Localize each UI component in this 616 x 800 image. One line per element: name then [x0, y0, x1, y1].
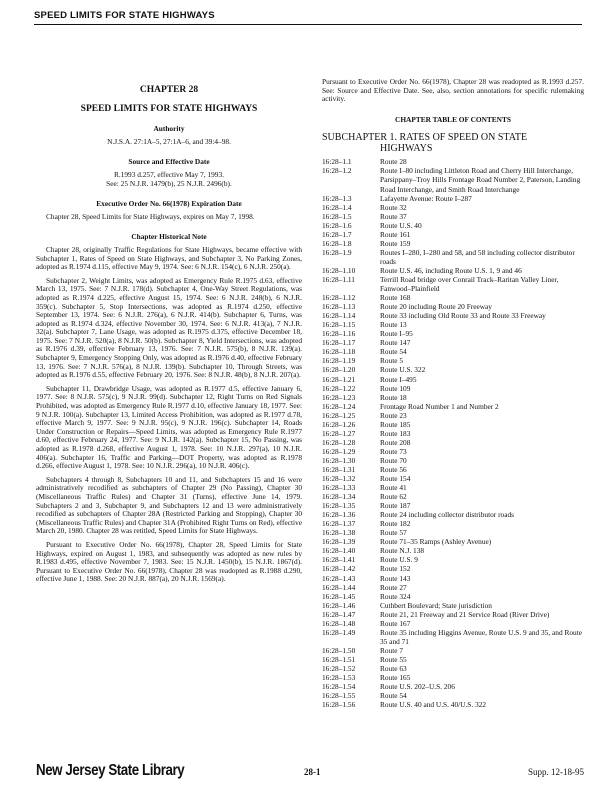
toc-section-title: Route U.S. 9 [380, 555, 418, 565]
authority-text: N.J.S.A. 27:1A–5, 27:1A–6, and 39:4–98. [107, 136, 231, 146]
toc-section-title: Route 161 [380, 229, 411, 239]
expiration-text: Chapter 28, Speed Limits for State Highways, expires on May 7, 1998. [46, 211, 255, 221]
toc-section-number: 16:28–1.22 [322, 383, 356, 393]
toc-row [322, 221, 584, 230]
toc-section-number: 16:28–1.52 [322, 664, 356, 673]
toc-section-title: Route 71–35 Ramps (Ashley Avenue) [380, 537, 492, 547]
page-footer [36, 762, 584, 786]
toc-section-number: 16:28–1.33 [322, 483, 356, 493]
library-logo: New Jersey State Library [36, 762, 185, 779]
toc-section-number: 16:28–1.45 [322, 591, 356, 601]
toc-section-number: 16:28–1.5 [322, 211, 352, 221]
toc-section-title: Route 13 [380, 320, 407, 330]
toc-section-title: Route N.J. 138 [380, 546, 425, 556]
source-heading: Source and Effective Date [128, 157, 210, 167]
toc-section-title: Route 33 including Old Route 33 and Route 33 Freeway [380, 311, 546, 321]
toc-section-title: Route 5 [380, 356, 404, 366]
toc-section-title: Lafayette Avenue: Route I–287 [380, 193, 472, 203]
toc-section-number: 16:28–1.10 [322, 265, 356, 275]
toc-section-title: Route 32 [380, 202, 407, 212]
toc-row [322, 655, 584, 664]
toc-row [322, 266, 584, 275]
toc-row [322, 194, 584, 203]
toc-row [322, 375, 584, 384]
toc-section-number: 16:28–1.18 [322, 347, 356, 357]
source-line-1: R.1993 d.257, effective May 7, 1993. [113, 169, 224, 179]
toc-section-number: 16:28–1.46 [322, 600, 356, 610]
toc-row [322, 356, 584, 365]
toc-row [322, 402, 584, 411]
toc-row [322, 212, 584, 221]
toc-row [322, 619, 584, 628]
toc-section-number: 16:28–1.32 [322, 474, 356, 484]
toc-section-number: 16:28–1.50 [322, 645, 356, 655]
right-column [322, 78, 584, 709]
history-paragraph-1: Chapter 28, originally Traffic Regulations for State Highways, became effective with Subchapter 1, Rates of Speed on State Highways, and Subchapter 3, No Parking Zones, adopted as R.1974 d.115, effective May 9, 1974. See: 6 N.J.R. 154(c), 6 N.J.R. 250(a). [36, 244, 302, 272]
toc-section-number: 16:28–1.31 [322, 464, 356, 474]
toc-section-title: Route 185 [380, 419, 411, 429]
toc-row [322, 510, 584, 519]
toc-section-number: 16:28–1.4 [322, 202, 352, 212]
toc-row [322, 166, 584, 193]
toc-section-number: 16:28–1.3 [322, 193, 352, 203]
toc-section-number: 16:28–1.24 [322, 401, 356, 411]
toc-section-title: Route 24 including collector distributor roads [380, 510, 514, 520]
toc-row [322, 492, 584, 501]
toc-section-title: Route 23 [380, 410, 407, 420]
toc-row [322, 456, 584, 465]
toc-section-title: Route 183 [380, 428, 411, 438]
toc-section-title: Route U.S. 40 [380, 220, 422, 230]
left-column [36, 86, 302, 589]
toc-section-title: Route 152 [380, 564, 411, 574]
toc-section-number: 16:28–1.36 [322, 510, 356, 520]
toc-section-title: Route 73 [380, 446, 407, 456]
toc-section-title: Route 62 [380, 492, 407, 502]
chapter-title: SPEED LIMITS FOR STATE HIGHWAYS [80, 103, 258, 114]
toc-row [322, 338, 584, 347]
continued-paragraph: Pursuant to Executive Order No. 66(1978), Chapter 28 was readopted as R.1993 d.257. See: Source and Effective Date. See, also, section annotations for specific rulemaking activity. [322, 77, 584, 104]
toc-section-title: Route 28 [380, 157, 407, 167]
toc-section-number: 16:28–1.25 [322, 410, 356, 420]
toc-row [322, 691, 584, 700]
toc-row [322, 429, 584, 438]
toc-section-title: Route 182 [380, 519, 411, 529]
toc-row [322, 347, 584, 356]
toc-row [322, 628, 584, 646]
toc-section-title: Route U.S. 40 and U.S. 40/U.S. 322 [380, 700, 487, 710]
toc-row [322, 574, 584, 583]
toc-section-title: Terrill Road bridge over Conrail Track–Raritan Valley Liner, Fanwood–Plainfield [380, 274, 559, 294]
toc-section-number: 16:28–1.44 [322, 582, 356, 592]
toc-row [322, 700, 584, 709]
toc-section-title: Route 54 [380, 691, 407, 701]
toc-section-title: Route 41 [380, 483, 407, 493]
toc-row [322, 275, 584, 293]
source-line-2: See: 25 N.J.R. 1479(b), 25 N.J.R. 2496(b). [106, 178, 232, 188]
toc-section-title: Route 167 [380, 618, 411, 628]
toc-section-title: Route 37 [380, 211, 407, 221]
chapter-number: CHAPTER 28 [139, 85, 199, 95]
toc-section-number: 16:28–1.43 [322, 573, 356, 583]
toc-section-title: Route I–495 [380, 374, 417, 384]
toc-section-number: 16:28–1.23 [322, 392, 356, 402]
toc-row [322, 474, 584, 483]
history-heading: Chapter Historical Note [131, 232, 207, 242]
toc-section-title: Route 55 [380, 654, 407, 664]
toc-section-title: Route 56 [380, 464, 407, 474]
toc-row [322, 248, 584, 266]
toc-section-title: Route 18 [380, 392, 407, 402]
toc-row [322, 537, 584, 546]
toc-section-number: 16:28–1.6 [322, 220, 352, 230]
toc-row [322, 203, 584, 212]
toc-section-title: Route U.S. 46, including Route U.S. 1, 9 and 46 [380, 265, 522, 275]
toc-section-number: 16:28–1.34 [322, 492, 356, 502]
toc-section-number: 16:28–1.39 [322, 537, 356, 547]
toc-section-number: 16:28–1.15 [322, 320, 356, 330]
toc-section-title: Route 7 [380, 645, 404, 655]
toc-section-title: Route I–80 including Littleton Road and Cherry Hill Interchange, Parsippany–Troy Hills Frontage Road Number 2, Paterson, Landing Road Interchange, and Smith Road Interchange [380, 166, 581, 194]
toc-section-title: Route 109 [380, 383, 411, 393]
toc-section-number: 16:28–1.51 [322, 654, 356, 664]
toc-row [322, 465, 584, 474]
toc-row [322, 682, 584, 691]
toc-row [322, 528, 584, 537]
toc-row [322, 320, 584, 329]
toc-row [322, 546, 584, 555]
toc-section-number: 16:28–1.41 [322, 555, 356, 565]
running-head: SPEED LIMITS FOR STATE HIGHWAYS [34, 10, 582, 25]
toc-section-title: Route 159 [380, 238, 411, 248]
toc-section-title: Route U.S. 322 [380, 365, 426, 375]
history-paragraph-5: Pursuant to Executive Order No. 66(1978), Chapter 28, Speed Limits for State Highways, expired on August 1, 1983, and subsequently was adopted as new rules by R.1983 d.495, effective November 7, 1983. See: 15 N.J.R. 1450(b), 15 N.J.R. 1867(d). Pursuant to Executive Order No. 66(1978), Chapter 28 was readopted as R.1988 d.290, effective June 1, 1988. See: 20 N.J.R. 887(a), 20 N.J.R. 1569(a). [36, 539, 302, 584]
toc-section-title: Route 54 [380, 347, 407, 357]
toc-section-title: Route 324 [380, 591, 411, 601]
toc-row [322, 601, 584, 610]
toc-row [322, 646, 584, 655]
toc-section-title: Route 63 [380, 664, 407, 673]
toc-row [322, 311, 584, 320]
supplement-date: Supp. 12-18-95 [528, 767, 584, 777]
toc-section-number: 16:28–1.16 [322, 329, 356, 339]
toc-section-number: 16:28–1.30 [322, 455, 356, 465]
toc-list [322, 157, 584, 709]
toc-section-number: 16:28–1.47 [322, 609, 356, 619]
toc-section-number: 16:28–1.9 [322, 247, 352, 257]
toc-row [322, 329, 584, 338]
toc-section-title: Route 20 including Route 20 Freeway [380, 302, 492, 312]
toc-section-number: 16:28–1.13 [322, 302, 356, 312]
subchapter-heading [322, 132, 584, 154]
toc-row [322, 664, 584, 673]
toc-title: CHAPTER TABLE OF CONTENTS [395, 114, 511, 124]
toc-row [322, 438, 584, 447]
toc-section-number: 16:28–1.12 [322, 293, 356, 303]
toc-row [322, 230, 584, 239]
toc-section-number: 16:28–1.20 [322, 365, 356, 375]
toc-section-title: Route 143 [380, 573, 411, 583]
toc-section-title: Route 187 [380, 501, 411, 511]
toc-section-number: 16:28–1.19 [322, 356, 356, 366]
toc-section-title: Route U.S. 202–U.S. 206 [380, 682, 455, 692]
toc-section-title: Routes I–280, I–280 and 58, and 58 including collector distributor roads [380, 247, 575, 266]
toc-section-title: Route 35 including Higgins Avenue, Route U.S. 9 and 35, and Route 35 and 71 [380, 627, 583, 646]
toc-section-title: Route 147 [380, 338, 411, 348]
history-paragraph-2: Subchapter 2, Weight Limits, was adopted as Emergency Rule R.1975 d.63, effective March 13, 1975. See: 7 N.J.R. 178(d). Subchapter 4, One-Way Street Regulations, was adopted as R.1974 d.225, effective August 15, 1974. See: 6 N.J.R. 248(b), 6 N.J.R. 359(c). Subchapter 5, Stop Intersections, was adopted as R.1974 d.250, effective September 13, 1974. See: 6 N.J.R. 276(a), 6 N.J.R. 414(b). Subchapter 6, Turns, was adopted as R.1974 d.324, effective November 30, 1974. See: 6 N.J.R. 413(a), 7 N.J.R. 32(a). Subchapter 7, Lane Usage, was adopted as R.1975 d.375, effective December 18, 1975. See: 7 N.J.R. 520(a), 8 N.J.R. 50(b). Subchapter 8, Yield Intersections, was adopted as R.1976 d.39, effective February 13, 1976. See: 7 N.J.R. 575(b), 8 N.J.R. 139(a). Subchapter 9, Emergency Stopping Only, was adopted as R.1976 d.40, effective February 13, 1976. See: 7 N.J.R. 576(a), 8 N.J.R. 139(b). Subchapter 10, Through Streets, was adopted as R.1976 d.55, effective February 20, 1976. See: 8 N.J.R. 48(b), 8 N.J.R. 207(a). [36, 275, 302, 380]
toc-row [322, 293, 584, 302]
toc-row [322, 555, 584, 564]
toc-row [322, 592, 584, 601]
toc-row [322, 365, 584, 374]
toc-section-title: Cuthbert Boulevard; State jurisdiction [380, 600, 492, 610]
toc-section-title: Route 27 [380, 582, 407, 592]
toc-section-number: 16:28–1.29 [322, 446, 356, 456]
toc-section-number: 16:28–1.21 [322, 374, 356, 384]
toc-row [322, 393, 584, 402]
toc-section-title: Route 165 [380, 673, 411, 683]
toc-section-title: Route 168 [380, 293, 411, 303]
toc-row [322, 483, 584, 492]
toc-row [322, 673, 584, 682]
toc-section-title: Route I–95 [380, 329, 413, 339]
toc-section-number: 16:28–1.54 [322, 682, 356, 692]
toc-section-title: Route 57 [380, 528, 407, 538]
toc-section-number: 16:28–1.26 [322, 419, 356, 429]
subchapter-heading-line-2: HIGHWAYS [380, 143, 433, 155]
toc-section-number: 16:28–1.28 [322, 437, 356, 447]
subchapter-heading-line-1: SUBCHAPTER 1. RATES OF SPEED ON STATE [322, 132, 528, 144]
expiration-heading: Executive Order No. 66(1978) Expiration Date [96, 199, 242, 209]
toc-section-number: 16:28–1.49 [322, 627, 356, 637]
toc-section-title: Route 21, 21 Freeway and 21 Service Road (River Drive) [380, 609, 550, 619]
toc-row [322, 384, 584, 393]
toc-row [322, 302, 584, 311]
toc-section-number: 16:28–1.40 [322, 546, 356, 556]
toc-section-number: 16:28–1.37 [322, 519, 356, 529]
toc-row [322, 239, 584, 248]
toc-section-title: Route 154 [380, 474, 411, 484]
toc-row [322, 157, 584, 166]
history-paragraph-4: Subchapters 4 through 8, Subchapters 10 and 11, and Subchapters 15 and 16 were administratively recodified as subchapters of Chapter 29 (No Passing), Chapter 30 (Miscellaneous Traffic Rules) and Chapter 31 (Turns), effective June 14, 1979. Subchapters 2 and 3, Subchapter 9, and Subchapters 12 and 13 were administratively recodified as subchapters of Chapter 28A (Restricted Parking and Stopping), Chapter 30 (Miscellaneous Traffic Rules) and Chapter 31A (Prohibited Right Turns on Red), effective March 20, 1980. Chapter 28 was retitled, Speed Limits for State Highways. [36, 474, 302, 536]
toc-section-number: 16:28–1.42 [322, 564, 356, 574]
toc-section-number: 16:28–1.7 [322, 229, 352, 239]
toc-row [322, 610, 584, 619]
toc-row [322, 411, 584, 420]
toc-section-number: 16:28–1.11 [322, 274, 355, 284]
toc-section-number: 16:28–1.56 [322, 700, 356, 710]
toc-row [322, 519, 584, 528]
toc-section-title: Route 70 [380, 455, 407, 465]
toc-row [322, 583, 584, 592]
toc-row [322, 447, 584, 456]
toc-section-number: 16:28–1.48 [322, 618, 356, 628]
toc-section-title: Frontage Road Number 1 and Number 2 [380, 401, 499, 411]
history-paragraph-3: Subchapter 11, Drawbridge Usage, was adopted as R.1977 d.5, effective January 6, 1977. See: 8 N.J.R. 575(c), 9 N.J.R. 99(d). Subchapter 12, Right Turns on Red Signals Prohibited, was adopted as Emergency Rule R.1977 d.10, effective January 18, 1977. See: 9 N.J.R. 100(a). Subchapter 13, Limited Access Prohibition, was adopted as R.1977 d.78, effective March 9, 1977. See: 9 N.J.R. 95(c), 9 N.J.R. 196(c). Subchapter 14, Roads Under Construction or Repairs—Speed Limits, was adopted as Emergency Rule R.1977 d.60, effective February 24, 1977. See: 9 N.J.R. 142(a). Subchapter 15, No Passing, was adopted as R.1978 d.268, effective August 1, 1978. See: 10 N.J.R. 297(a), 10 N.J.R. 406(a). Subchapter 16, Traffic and Parking—DOT Property, was adopted as R.1978 d.266, effective August 1, 1978. See: 10 N.J.R. 296(a), 10 N.J.R. 406(c). [36, 383, 302, 471]
page-number: 28-1 [304, 767, 321, 777]
toc-section-number: 16:28–1.55 [322, 691, 356, 701]
toc-section-number: 16:28–1.53 [322, 673, 356, 683]
toc-section-number: 16:28–1.8 [322, 238, 352, 248]
toc-section-title: Route 208 [380, 437, 411, 447]
toc-section-number: 16:28–1.35 [322, 501, 356, 511]
authority-heading: Authority [153, 124, 185, 134]
toc-section-number: 16:28–1.2 [322, 166, 352, 176]
toc-section-number: 16:28–1.17 [322, 338, 356, 348]
toc-row [322, 420, 584, 429]
toc-row [322, 501, 584, 510]
toc-section-number: 16:28–1.38 [322, 528, 356, 538]
toc-section-number: 16:28–1.27 [322, 428, 356, 438]
toc-row [322, 564, 584, 573]
toc-section-number: 16:28–1.14 [322, 311, 356, 321]
toc-section-number: 16:28–1.1 [322, 157, 352, 167]
